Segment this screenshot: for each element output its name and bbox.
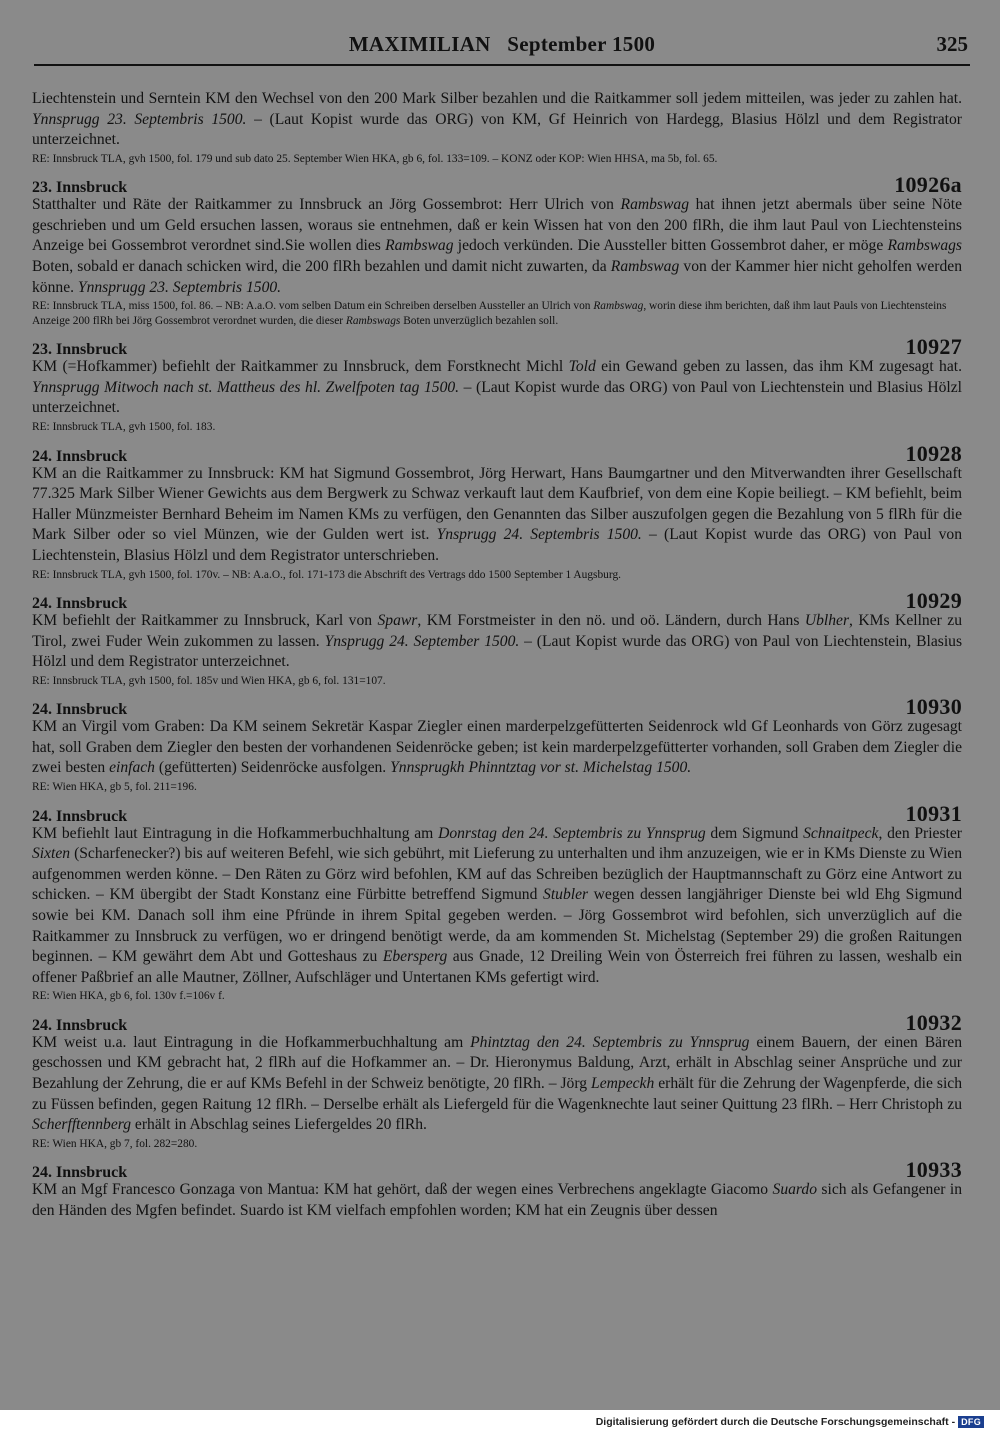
text-run: KM (=Hofkammer) befiehlt der Raitkammer zu Innsbruck, dem Forstknecht Michl (32, 358, 569, 376)
entry-number: 10930 (905, 694, 962, 720)
text-run: KM an Virgil vom Graben: Da KM seinem Sekretär Kaspar Ziegler einen marderpelzgefütterten Seidenrock wld Gf Leonhards von Görz zugesagt hat, soll Graben dem Ziegler den besten der vorhandenen Seidenröcke geben; ist kein marderpelzgefütterter vorhanden, soll Graben dem Ziegler die zwei besten (32, 718, 962, 777)
text-run: Statthalter und Räte der Raitkammer zu Innsbruck an Jörg Gossembrot: Herr Ulrich von (32, 196, 621, 214)
text-run: – (Laut Kopist wurde das ORG) von KM, Gf Heinrich von Hardegg, Blasius Hölzl und dem Registrator unterzeichnet. (32, 110, 962, 149)
page-footer (596, 1416, 984, 1428)
entry-text (32, 464, 962, 567)
entry-heading (32, 801, 962, 824)
text-run: (gefütterten) Seidenröcke ausfolgen. (154, 759, 391, 777)
entry-heading (32, 441, 962, 464)
regest-entry (32, 588, 962, 688)
text-run: , KM Forstmeister in den nö. und oö. Ländern, durch Hans (417, 612, 805, 629)
text-run: KM weist u.a. laut Eintragung in die Hofkammerbuchhaltung am (32, 1033, 471, 1051)
italic-text-run: Phintztag den 24. Septembris zu Ynnsprug (470, 1033, 750, 1051)
text-run: sich als Gefangener in den Händen des Mgfen befindet. Suardo ist KM vielfach empfohlen worden; KM hat ein Zeugnis über dessen (32, 1181, 963, 1219)
entry-date-place: 24. Innsbruck (32, 595, 128, 612)
italic-text-run: einfach (109, 759, 155, 777)
entry-reference (32, 780, 962, 795)
continuation-block (32, 89, 962, 166)
regest-entry (32, 172, 962, 328)
italic-text-run: Scherfftennberg (32, 1116, 132, 1134)
entry-date-place: 24. Innsbruck (32, 1016, 128, 1034)
page-number: 325 (936, 32, 968, 56)
italic-text-run: Ynsprugg 24. September 1500. (324, 632, 520, 650)
italic-text-run: Ublher (804, 612, 850, 629)
text-run: RE: Wien HKA, gb 5, fol. 211=196. (32, 781, 197, 794)
regesta-content (32, 89, 962, 1221)
entry-reference (32, 299, 962, 328)
entry-number: 10932 (905, 1009, 962, 1035)
text-run: – (Laut Kopist wurde das ORG) von Paul von Liechtenstein, Blasius Hölzl und dem Registrator unterschrieben. (32, 526, 962, 564)
entry-heading (32, 1157, 962, 1183)
text-run: Liechtenstein und Serntein KM den Wechsel von den 200 Mark Silber bezahlen und die Raitkammer soll jedem mitteilen, was jeder zu zahlen hat. (32, 90, 962, 107)
text-run: aus Gnade, 12 Dreiling Wein von Österreich frei führen zu lassen, weshalb ein offener Paßbrief an alle Mautner, Zöllner, Aufschläger und Untertanen KMs gefertigt wird. (32, 948, 962, 986)
italic-text-run: Schnaitpeck (803, 824, 879, 842)
italic-text-run: Sixten (32, 845, 71, 863)
entry-date-place: 24. Innsbruck (32, 447, 128, 465)
entry-text (32, 357, 962, 419)
text-run: , KMs Kellner zu Tirol, zwei Fuder Wein zukommen zu lassen. (32, 612, 962, 650)
entry-text (32, 195, 962, 298)
italic-text-run: Lempeckh (591, 1075, 655, 1092)
italic-text-run: Rambswag (593, 300, 644, 313)
italic-text-run: Rambswag (385, 237, 454, 255)
text-run: – (Laut Kopist wurde das ORG) von Paul von Liechtenstein, Blasius Hölzl und dem Registrator unterzeichnet. (32, 632, 963, 671)
entry-text (32, 611, 962, 673)
funding-note: Digitalisierung gefördert durch die Deutsche Forschungsgemeinschaft - (595, 1416, 956, 1428)
text-run: – (Laut Kopist wurde das ORG) von Paul von Liechtenstein und Blasius Hölzl unterzeichnet. (32, 378, 962, 417)
text-run: von der Kammer hier nicht geholfen werden könne. (32, 258, 963, 296)
text-run: RE: Wien HKA, gb 6, fol. 130v f.=106v f. (32, 990, 225, 1003)
entry-date-place: 24. Innsbruck (32, 1164, 128, 1182)
regest-entry (32, 441, 962, 582)
text-run: KM an Mgf Francesco Gonzaga von Mantua: KM hat gehört, daß der wegen eines Verbrechens angeklagte Giacomo (32, 1181, 773, 1199)
regest-entry (32, 1157, 962, 1221)
entry-number: 10928 (905, 440, 962, 466)
text-run: Boten unverzüglich bezahlen soll. (400, 314, 559, 327)
italic-text-run: Rambswag (610, 258, 680, 276)
text-run: Boten, sobald er danach schicken wird, die 200 flRh bezahlen und damit nicht zuwarten, da (32, 258, 611, 276)
entry-text (32, 1033, 962, 1136)
text-run: dem Sigmund (705, 824, 804, 842)
entry-date-place: 24. Innsbruck (32, 807, 128, 825)
italic-text-run: Donrstag den 24. Septembris zu Ynnsprug (438, 824, 706, 842)
entry-number: 10929 (905, 588, 962, 613)
page-header (34, 30, 970, 66)
continuation-text (32, 89, 962, 151)
italic-text-run: Stubler (543, 886, 589, 904)
text-run: einem Bauern, der einen Bären geschossen und KM gebracht hat, 2 flRh auf die Hofkammer an. – Dr. Hieronymus Baldung, Arzt, erhält in Abschlag seiner Ansprüche und zur Bezahlung der Zehrung, die er auf KMs Befehl in der Schweiz benötigte, 20 flRh. – Jörg (32, 1033, 962, 1092)
entry-heading (32, 334, 962, 360)
italic-text-run: Spawr (377, 612, 418, 629)
dfg-logo: DFG (958, 1416, 984, 1428)
text-run: erhält für die Zehrung der Wagenpferde, die sich zu Füssen befinden, gegen Raitung 12 flRh. – Derselbe erhält als Liefergeld für die Wagenknechte laut seiner Quittung 23 flRh. – Herr Christoph zu (32, 1075, 962, 1113)
italic-text-run: Told (568, 358, 596, 376)
entry-reference (32, 568, 962, 583)
text-run: RE: Wien HKA, gb 7, fol. 282=280. (32, 1137, 198, 1150)
text-run: RE: Innsbruck TLA, gvh 1500, fol. 185v und Wien HKA, gb 6, fol. 131=107. (32, 674, 386, 687)
text-run: hat ihnen jetzt abermals über seine Nöte geschrieben und um Geld ersuchen lassen, woraus sie entnehmen, daß er kein Wissen hat von den 200 flRh, die ihm laut Paul von Liechtensteins Anzeige bei Gossembrot verordnet sind.Sie wollen dies (32, 196, 962, 255)
entry-text (32, 824, 962, 989)
text-run: KM befiehlt laut Eintragung in die Hofkammerbuchhaltung am (32, 824, 439, 842)
italic-text-run: Ynnsprugg Mitwoch nach st. Mattheus des hl. Zwelfpoten tag 1500. (32, 378, 460, 396)
entry-list (32, 172, 962, 1221)
entry-number: 10926a (894, 172, 962, 198)
regest-entry (32, 694, 962, 794)
entry-heading (32, 588, 962, 611)
text-run: (Scharfenecker?) bis auf weiteren Befehl, wie sich gebührt, mit Lieferung zu unterhalten und ihm anzuzeigen, wie er in KMs Dienste zu Wien aufgenommen werden könne. – Den Räten zu Görz wird befohlen, KM auf das Schreiben bezüglich der Hauptmannschaft zu Görz eine Antwort zu schicken. – KM übergibt der Stadt Konstanz eine Fürbitte betreffend Sigmund (32, 845, 962, 904)
entry-text (32, 717, 962, 779)
entry-reference (32, 420, 962, 435)
text-run: KM befiehlt der Raitkammer zu Innsbruck, Karl von (32, 612, 378, 629)
text-run: ein Gewand geben zu lassen, das ihm KM zugesagt hat. (595, 358, 962, 376)
text-run: RE: Innsbruck TLA, gvh 1500, fol. 183. (32, 421, 216, 434)
italic-text-run: Ynsprugg 24. Septembris 1500. (436, 526, 642, 544)
entry-number: 10927 (905, 334, 962, 360)
italic-text-run: Ynnsprugkh Phinntztag vor st. Michelstag 1500. (390, 759, 692, 777)
text-run: erhält in Abschlag seines Liefergeldes 20 flRh. (131, 1116, 427, 1134)
text-run: RE: Innsbruck TLA, miss 1500, fol. 86. – NB: A.a.O. vom selben Datum ein Schreiben derselben Aussteller an Ulrich von (32, 300, 594, 313)
entry-number: 10933 (905, 1157, 962, 1183)
entry-date-place: 23. Innsbruck (32, 341, 128, 359)
regest-entry (32, 1010, 962, 1151)
italic-text-run: Suardo (772, 1181, 817, 1199)
text-run: , worin diese ihm berichten, daß ihm laut Pauls von Liechtensteins Anzeige 200 flRh bei Jörg Gossembrot verordnet wurden, die dieser (32, 300, 947, 327)
regest-entry (32, 801, 962, 1004)
text-run: jedoch verkünden. Die Aussteller bitten Gossembrot daher, er möge (453, 237, 888, 255)
entry-date-place: 24. Innsbruck (32, 701, 128, 719)
entry-heading (32, 172, 962, 198)
italic-text-run: Ynnsprugg 23. Septembris 1500. (32, 110, 247, 128)
entry-number: 10931 (905, 800, 962, 826)
entry-reference (32, 1137, 962, 1152)
entry-date-place: 23. Innsbruck (32, 179, 128, 197)
italic-text-run: Ynnsprugg 23. Septembris 1500. (77, 278, 282, 296)
entry-reference (32, 989, 962, 1004)
continuation-reference: RE: Innsbruck TLA, gvh 1500, fol. 179 und sub dato 25. September Wien HKA, gb 6, fol. 133=109. – KONZ oder KOP: Wien HHSA, ma 5b, fol. 65. (32, 152, 718, 165)
text-run: KM an die Raitkammer zu Innsbruck: KM hat Sigmund Gossembrot, Jörg Herwart, Hans Baumgartner und den Mitverwandten ihrer Gesellschaft 77.325 Mark Silber Wiener Gewichts aus dem Bergwerk zu Schwaz verkauft laut dem Kaufbrief, von dem eine Kopie beiliegt. – KM befiehlt, beim Haller Münzmeister Bernhard Beheim im Namen KMs zu verfügen, den Genannten das Silber auszufolgen gegen die Bezahlung von 5 flRh für die Mark Silber oder so viel Münzen, wie der Gulden wert ist. (32, 464, 962, 544)
italic-text-run: Ebersperg (382, 948, 448, 966)
text-run: wegen dessen langjähriger Dienste bei wld Ehg Sigmund sowie bei KM. Danach soll ihm eine Pfründe in ihrem Spital gegeben werden. – Jörg Gossembrot wird befohlen, sich unverzüglich auf die Raitkammer zu Innsbruck zu verfügen, wo er dringend benötigt werde, da am kommenden St. Michelstag (September 29) die großen Raitungen beginnen. – KM gewährt dem Abt und Gotteshaus zu (32, 886, 963, 966)
entry-reference (32, 674, 962, 689)
italic-text-run: Rambswags (887, 237, 962, 255)
entry-text (32, 1180, 962, 1221)
regest-entry (32, 334, 962, 434)
text-run: , den Priester (878, 824, 962, 842)
italic-text-run: Rambswags (345, 314, 401, 327)
entry-heading (32, 1010, 962, 1033)
running-title: MAXIMILIAN September 1500 (348, 32, 656, 56)
italic-text-run: Rambswag (620, 196, 689, 214)
entry-heading (32, 694, 962, 720)
text-run: RE: Innsbruck TLA, gvh 1500, fol. 170v. – NB: A.a.O., fol. 171-173 die Abschrift des Vertrags ddo 1500 September 1 Augsburg. (32, 568, 621, 581)
